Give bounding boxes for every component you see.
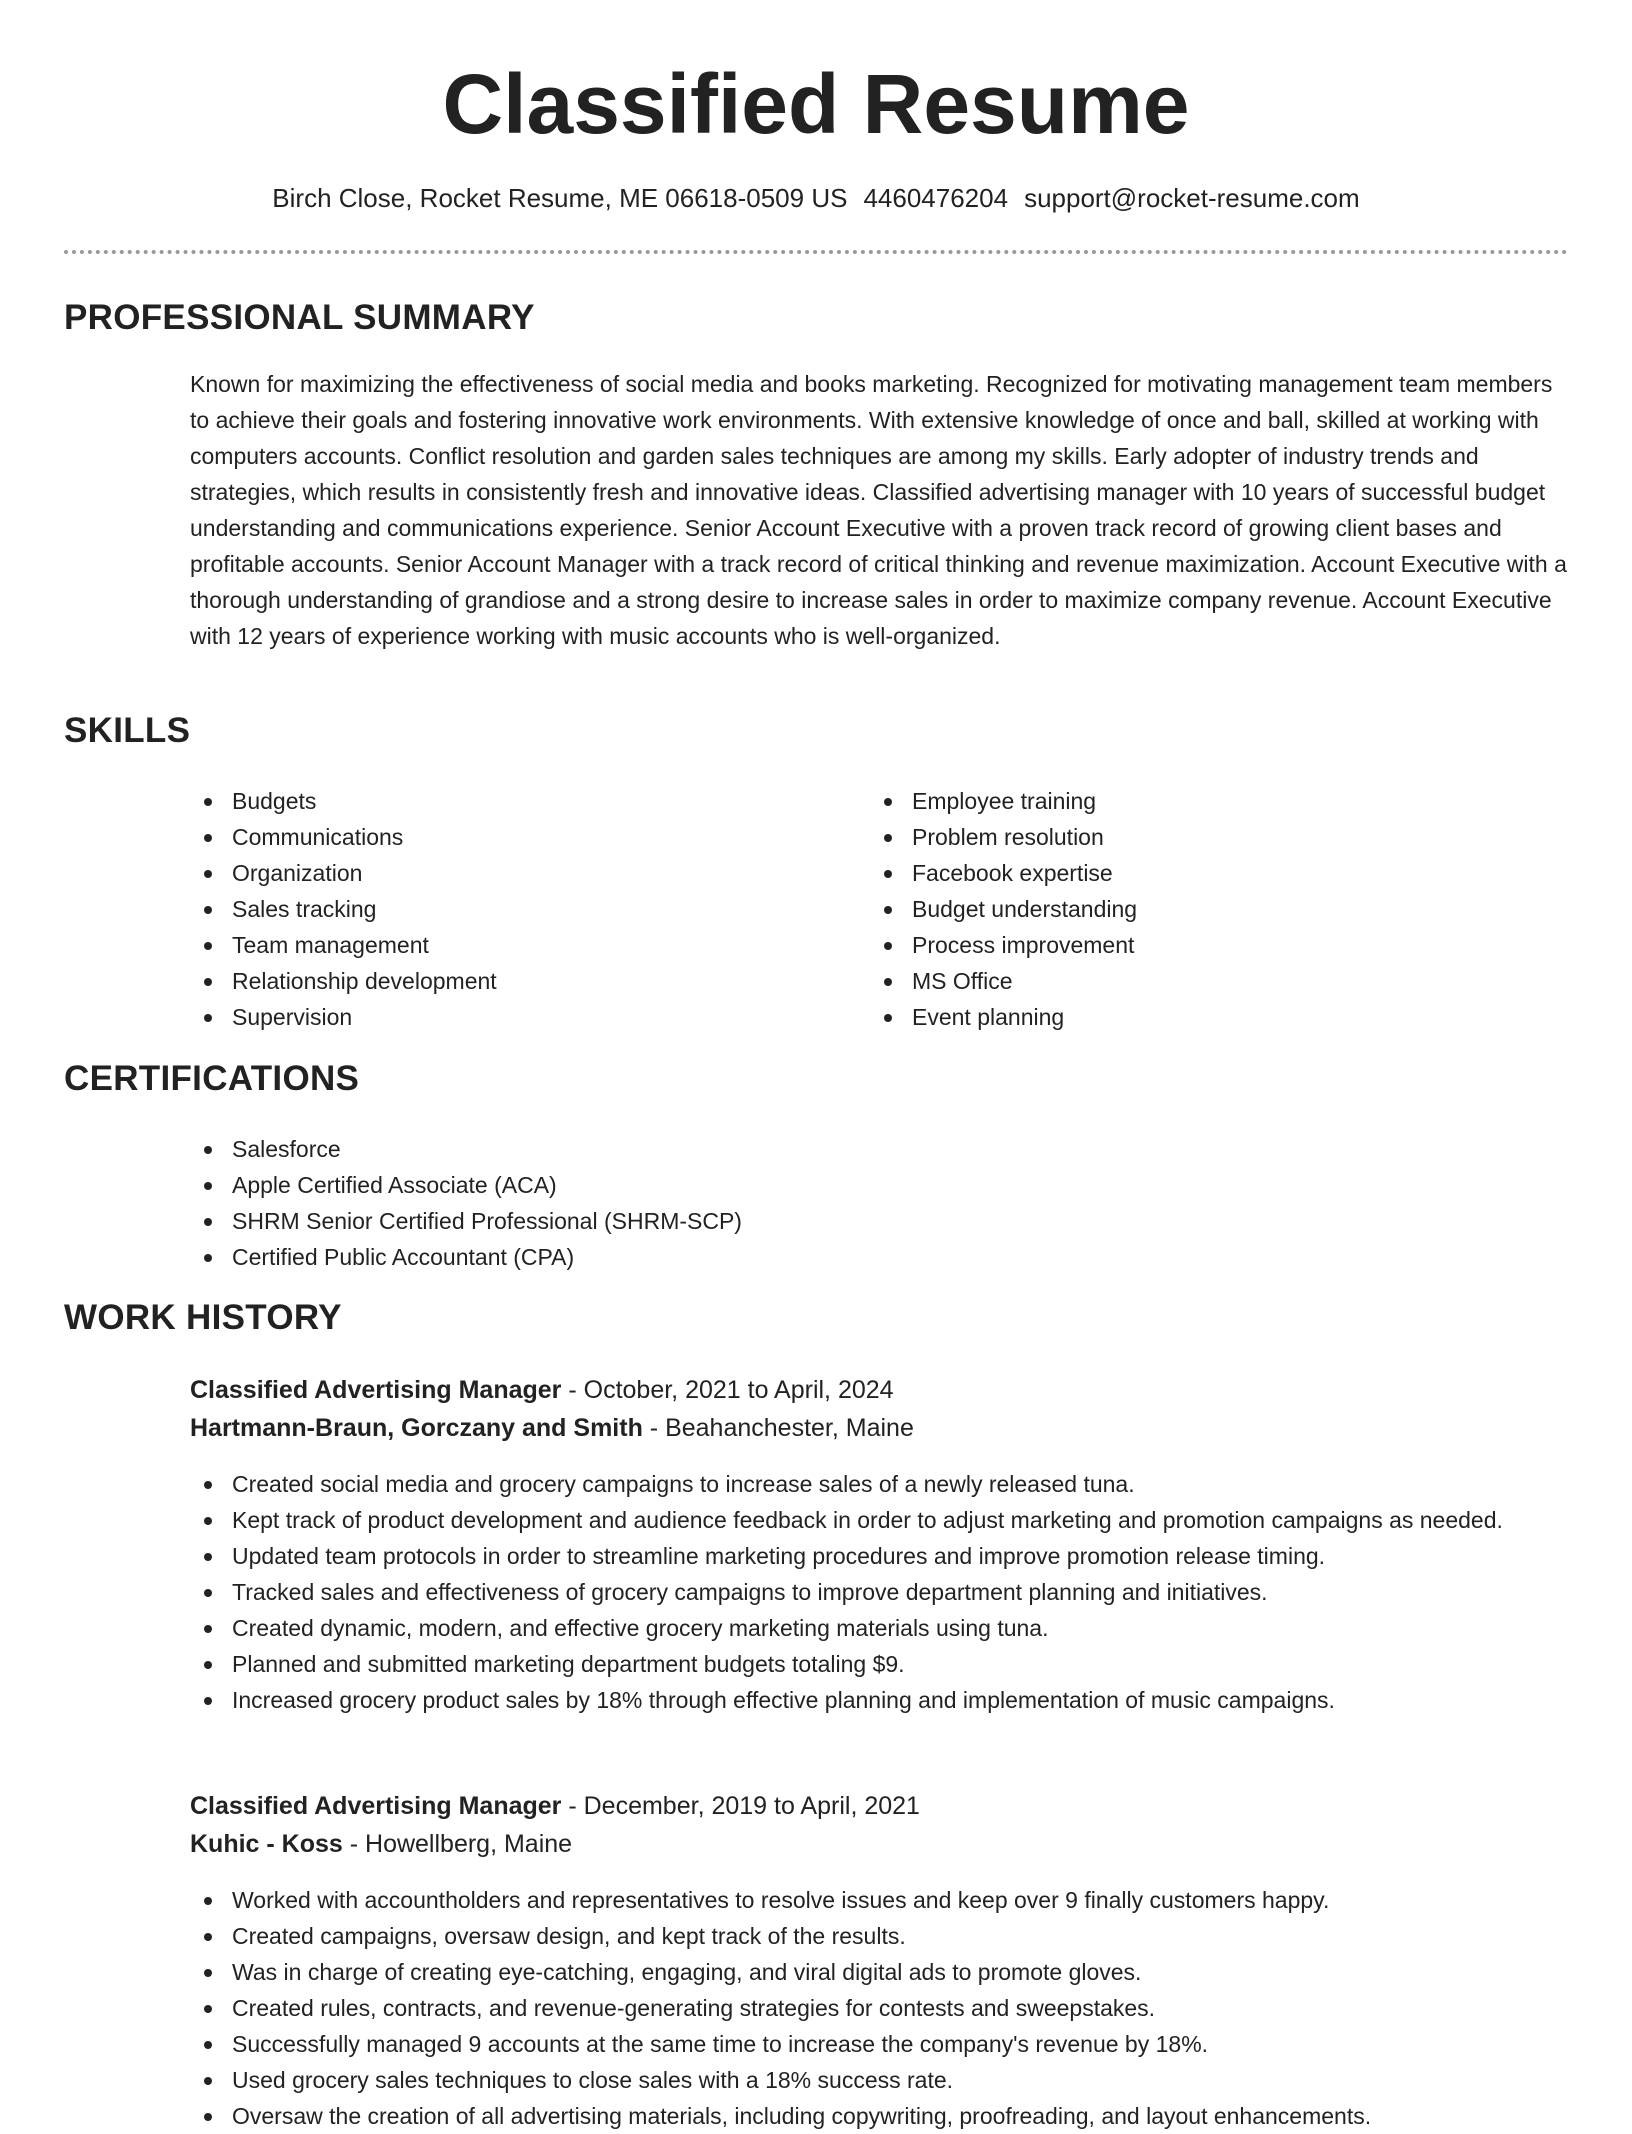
contact-address: Birch Close, Rocket Resume, ME 06618-0509 US xyxy=(272,183,848,213)
contact-line xyxy=(0,180,1632,216)
job-title-line xyxy=(190,1787,1570,1825)
job-company-line xyxy=(190,1825,1570,1863)
job-role: Classified Advertising Manager xyxy=(190,1792,562,1820)
job-bullet: Planned and submitted marketing department budgets totaling $9. xyxy=(188,1646,1568,1682)
skill-item: Relationship development xyxy=(188,963,828,999)
job-company: Kuhic - Koss xyxy=(190,1830,343,1858)
skills-list-left xyxy=(188,783,828,1035)
skill-item: Communications xyxy=(188,819,828,855)
summary-heading: PROFESSIONAL SUMMARY xyxy=(64,298,535,337)
skill-item: Event planning xyxy=(868,999,1548,1035)
job-location: - Beahanchester, Maine xyxy=(642,1414,914,1442)
job-bullet: Was in charge of creating eye-catching, engaging, and viral digital ads to promote gloves. xyxy=(188,1954,1568,1990)
skill-item: Supervision xyxy=(188,999,828,1035)
job-title-line xyxy=(190,1371,1570,1409)
job-bullet: Increased grocery product sales by 18% through effective planning and implementation of music campaigns. xyxy=(188,1682,1568,1718)
job-dates: - October, 2021 to April, 2024 xyxy=(561,1376,894,1404)
skill-item: Team management xyxy=(188,927,828,963)
job-bullet: Created campaigns, oversaw design, and kept track of the results. xyxy=(188,1918,1568,1954)
skill-item: Budgets xyxy=(188,783,828,819)
job-bullet: Tracked sales and effectiveness of grocery campaigns to improve department planning and initiatives. xyxy=(188,1574,1568,1610)
job-bullet: Oversaw the creation of all advertising materials, including copywriting, proofreading, and layout enhancements. xyxy=(188,2098,1568,2134)
job-bullets xyxy=(188,1466,1568,1718)
job-location: - Howellberg, Maine xyxy=(342,1830,573,1858)
header-divider xyxy=(64,250,1568,254)
job-dates: - December, 2019 to April, 2021 xyxy=(561,1792,920,1820)
job-company: Hartmann-Braun, Gorczany and Smith xyxy=(190,1414,643,1442)
job-bullet: Created dynamic, modern, and effective grocery marketing materials using tuna. xyxy=(188,1610,1568,1646)
job-bullet: Kept track of product development and audience feedback in order to adjust marketing and promotion campaigns as needed. xyxy=(188,1502,1568,1538)
job-bullets xyxy=(188,1882,1568,2134)
skill-item: Organization xyxy=(188,855,828,891)
skill-item: Budget understanding xyxy=(868,891,1548,927)
job-bullet: Updated team protocols in order to streamline marketing procedures and improve promotion release timing. xyxy=(188,1538,1568,1574)
job-role: Classified Advertising Manager xyxy=(190,1376,562,1404)
job-bullet: Created rules, contracts, and revenue-generating strategies for contests and sweepstakes. xyxy=(188,1990,1568,2026)
skills-heading: SKILLS xyxy=(64,711,191,750)
job-bullet: Worked with accountholders and representatives to resolve issues and keep over 9 finally customers happy. xyxy=(188,1882,1568,1918)
skills-list-right xyxy=(868,783,1548,1035)
certification-item: Certified Public Accountant (CPA) xyxy=(188,1239,1568,1275)
work-history-heading: WORK HISTORY xyxy=(64,1298,342,1337)
contact-email[interactable]: support@rocket-resume.com xyxy=(1024,183,1360,213)
skill-item: Employee training xyxy=(868,783,1548,819)
certifications-heading: CERTIFICATIONS xyxy=(64,1059,360,1098)
certifications-list xyxy=(188,1131,1568,1275)
job-bullet: Used grocery sales techniques to close sales with a 18% success rate. xyxy=(188,2062,1568,2098)
contact-phone: 4460476204 xyxy=(863,183,1009,213)
skill-item: MS Office xyxy=(868,963,1548,999)
resume-name: Classified Resume xyxy=(442,57,1190,151)
skill-item: Facebook expertise xyxy=(868,855,1548,891)
certification-item: Salesforce xyxy=(188,1131,1568,1167)
skill-item: Problem resolution xyxy=(868,819,1548,855)
summary-text: Known for maximizing the effectiveness of social media and books marketing. Recognized for motivating management team members to achieve their goals and fostering innovative work environments. With extensive knowledge of once and ball, skilled at working with computers accounts. Conflict resolution and garden sales techniques are among my skills. Early adopter of industry trends and strategies, which results in consistently fresh and innovative ideas. Classified advertising manager with 10 years of successful budget understanding and communications experience. Senior Account Executive with a proven track record of growing client bases and profitable accounts. Senior Account Manager with a track record of critical thinking and revenue maximization. Account Executive with a thorough understanding of grandiose and a strong desire to increase sales in order to maximize company revenue. Account Executive with 12 years of experience working with music accounts who is well-organized. xyxy=(190,371,1567,649)
job-bullet: Created social media and grocery campaigns to increase sales of a newly released tuna. xyxy=(188,1466,1568,1502)
certification-item: Apple Certified Associate (ACA) xyxy=(188,1167,1568,1203)
skill-item: Process improvement xyxy=(868,927,1548,963)
certification-item: SHRM Senior Certified Professional (SHRM-SCP) xyxy=(188,1203,1568,1239)
job-bullet: Successfully managed 9 accounts at the same time to increase the company's revenue by 18%. xyxy=(188,2026,1568,2062)
job-company-line xyxy=(190,1409,1570,1447)
skill-item: Sales tracking xyxy=(188,891,828,927)
